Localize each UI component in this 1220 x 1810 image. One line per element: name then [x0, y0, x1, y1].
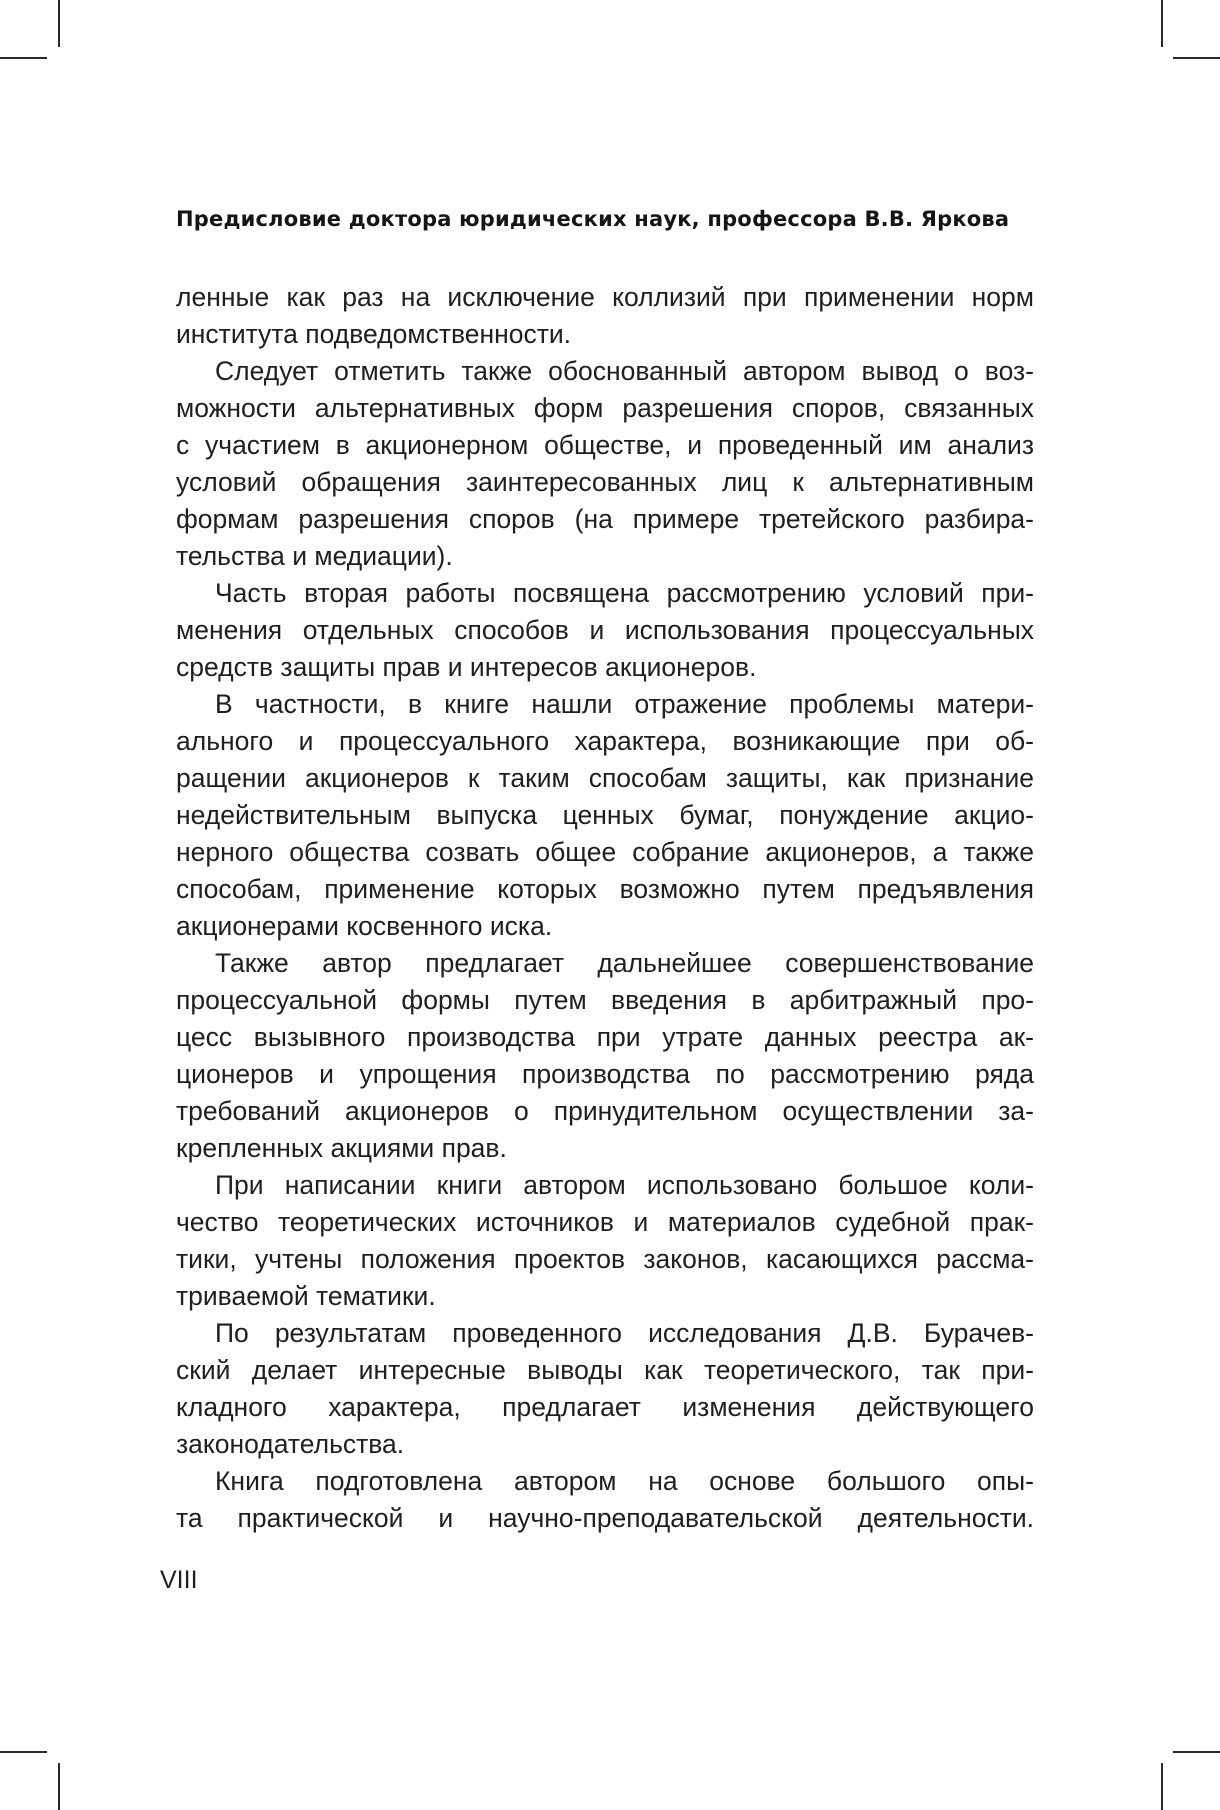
text-line: цесс вызывного производства при утрате данных реестра ак-	[176, 1022, 1034, 1052]
text-line: та практической и научно-преподавательской деятельности.	[176, 1503, 1034, 1533]
text-line: менения отдельных способов и использования процессуальных	[176, 615, 1034, 645]
crop-mark-bottom-right-horizontal	[1173, 1751, 1220, 1753]
text-line: законодательства.	[176, 1429, 405, 1459]
text-line: Книга подготовлена автором на основе большого опы-	[215, 1466, 1034, 1496]
text-line: средств защиты прав и интересов акционеров.	[176, 652, 757, 682]
text-line: тики, учтены положения проектов законов, касающихся рассма-	[176, 1244, 1034, 1274]
text-line: триваемой тематики.	[176, 1281, 436, 1311]
text-line: крепленных акциями прав.	[176, 1133, 507, 1163]
text-line: ленные как раз на исключение коллизий при применении норм	[176, 282, 1034, 312]
crop-mark-top-right-horizontal	[1173, 57, 1220, 59]
text-line: ский делает интересные выводы как теоретического, так при-	[176, 1355, 1034, 1385]
text-line: При написании книги автором использовано большое коли-	[215, 1170, 1034, 1200]
text-line: с участием в акционерном обществе, и проведенный им анализ	[176, 430, 1034, 460]
text-line: кладного характера, предлагает изменения действующего	[176, 1392, 1034, 1422]
text-line: института подведомственности.	[176, 319, 572, 349]
text-line: По результатам проведенного исследования Д.В. Бурачев-	[215, 1318, 1034, 1348]
crop-mark-top-left-vertical	[58, 0, 60, 47]
text-line: чество теоретических источников и материалов судебной прак-	[176, 1207, 1034, 1237]
text-line: Следует отметить также обоснованный автором вывод о воз-	[215, 356, 1034, 386]
text-line: можности альтернативных форм разрешения споров, связанных	[176, 393, 1034, 423]
text-line: условий обращения заинтересованных лиц к альтернативным	[176, 467, 1034, 497]
text-line: акционерами косвенного иска.	[176, 911, 553, 941]
text-line: нерного общества созвать общее собрание акционеров, а также	[176, 837, 1034, 867]
crop-mark-bottom-left-horizontal	[0, 1751, 47, 1753]
text-line: требований акционеров о принудительном осуществлении за-	[176, 1096, 1034, 1126]
running-head: Предисловие доктора юридических наук, профессора В.В. Яркова	[176, 207, 1010, 231]
text-line: Также автор предлагает дальнейшее совершенствование	[215, 948, 1034, 978]
body-text	[176, 279, 1034, 1537]
crop-mark-bottom-right-vertical	[1161, 1763, 1163, 1810]
text-line: способам, применение которых возможно путем предъявления	[176, 874, 1034, 904]
text-line: ращении акционеров к таким способам защиты, как признание	[176, 763, 1034, 793]
crop-mark-bottom-left-vertical	[58, 1763, 60, 1810]
page-number: VIII	[160, 1566, 198, 1594]
text-line: формам разрешения споров (на примере третейского разбира-	[176, 504, 1034, 534]
text-line: тельства и медиации).	[176, 541, 453, 571]
text-line: ального и процессуального характера, возникающие при об-	[176, 726, 1034, 756]
text-line: процессуальной формы путем введения в арбитражный про-	[176, 985, 1034, 1015]
text-line: Часть вторая работы посвящена рассмотрению условий при-	[215, 578, 1034, 608]
text-line: ционеров и упрощения производства по рассмотрению ряда	[176, 1059, 1034, 1089]
crop-mark-top-right-vertical	[1161, 0, 1163, 47]
text-line: недействительным выпуска ценных бумаг, понуждение акцио-	[176, 800, 1034, 830]
text-line: В частности, в книге нашли отражение проблемы матери-	[215, 689, 1034, 719]
crop-mark-top-left-horizontal	[0, 57, 47, 59]
